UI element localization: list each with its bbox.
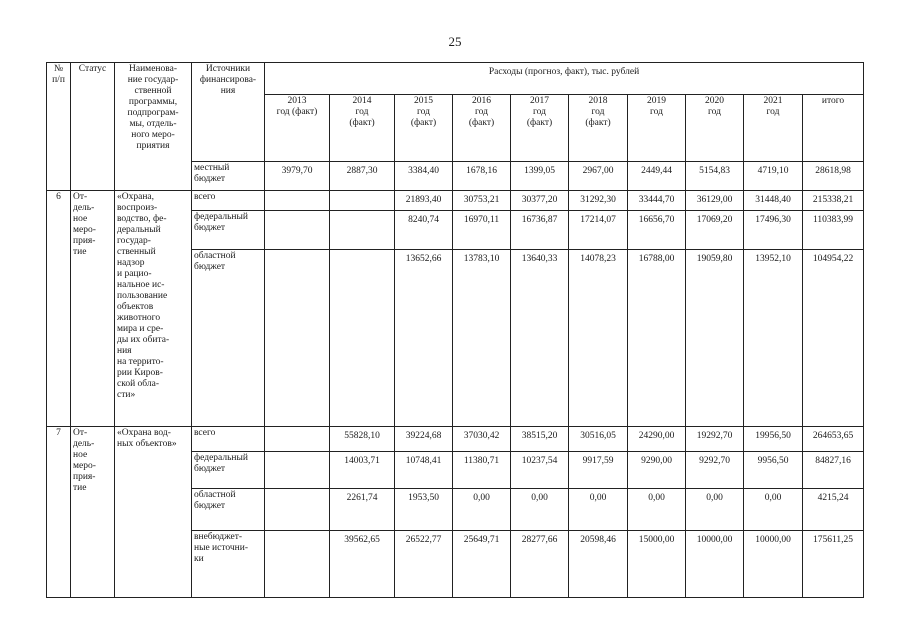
year-header-2020: 2020 год	[686, 95, 744, 162]
value-cell: 21893,40	[395, 191, 453, 211]
page-number: 25	[448, 34, 462, 49]
value-cell	[265, 531, 330, 598]
value-cell: 10000,00	[744, 531, 803, 598]
value-cell: 26522,77	[395, 531, 453, 598]
col-header-number: № п/п	[47, 63, 71, 191]
table-row	[47, 427, 864, 452]
value-cell: 39562,65	[330, 531, 395, 598]
value-cell: 19059,80	[686, 250, 744, 427]
budget-table	[46, 62, 864, 598]
value-cell: 16736,87	[511, 211, 569, 250]
value-cell: 28618,98	[803, 162, 864, 191]
year-header-2019: 2019 год	[628, 95, 686, 162]
value-cell: 104954,22	[803, 250, 864, 427]
year-header-2017: 2017 год (факт)	[511, 95, 569, 162]
value-cell: 38515,20	[511, 427, 569, 452]
value-cell: 0,00	[628, 489, 686, 531]
value-cell: 215338,21	[803, 191, 864, 211]
year-header-2016: 2016 год (факт)	[453, 95, 511, 162]
value-cell: 0,00	[744, 489, 803, 531]
value-cell: 13652,66	[395, 250, 453, 427]
value-cell: 16970,11	[453, 211, 511, 250]
value-cell: 17214,07	[569, 211, 628, 250]
value-cell: 8240,74	[395, 211, 453, 250]
value-cell	[330, 191, 395, 211]
value-cell: 110383,99	[803, 211, 864, 250]
value-cell: 84827,16	[803, 452, 864, 489]
source-cell: местный бюджет	[192, 162, 265, 191]
value-cell: 4719,10	[744, 162, 803, 191]
value-cell: 19956,50	[744, 427, 803, 452]
value-cell: 30753,21	[453, 191, 511, 211]
value-cell: 17069,20	[686, 211, 744, 250]
value-cell: 9917,59	[569, 452, 628, 489]
value-cell	[330, 250, 395, 427]
value-cell: 3979,70	[265, 162, 330, 191]
value-cell: 25649,71	[453, 531, 511, 598]
value-cell: 14003,71	[330, 452, 395, 489]
value-cell: 31292,30	[569, 191, 628, 211]
value-cell: 37030,42	[453, 427, 511, 452]
source-cell: всего	[192, 191, 265, 211]
col-header-expenses: Расходы (прогноз, факт), тыс. рублей	[265, 63, 864, 95]
header-row-top	[47, 63, 864, 95]
value-cell: 31448,40	[744, 191, 803, 211]
year-header-2013: 2013 год (факт)	[265, 95, 330, 162]
value-cell: 0,00	[511, 489, 569, 531]
value-cell: 9956,50	[744, 452, 803, 489]
col-header-source: Источники финансирова- ния	[192, 63, 265, 162]
value-cell	[265, 452, 330, 489]
value-cell: 13952,10	[744, 250, 803, 427]
value-cell: 16788,00	[628, 250, 686, 427]
number-cell: 6	[47, 191, 71, 427]
value-cell: 1399,05	[511, 162, 569, 191]
year-header-2021: 2021 год	[744, 95, 803, 162]
value-cell: 2967,00	[569, 162, 628, 191]
status-cell: От- дель- ное меро- прия- тие	[71, 191, 115, 427]
col-header-status: Статус	[71, 63, 115, 191]
year-header-total: итого	[803, 95, 864, 162]
value-cell: 16656,70	[628, 211, 686, 250]
value-cell	[265, 191, 330, 211]
value-cell: 36129,00	[686, 191, 744, 211]
value-cell	[265, 211, 330, 250]
value-cell: 0,00	[686, 489, 744, 531]
value-cell: 33444,70	[628, 191, 686, 211]
value-cell: 175611,25	[803, 531, 864, 598]
value-cell: 264653,65	[803, 427, 864, 452]
value-cell	[265, 489, 330, 531]
value-cell: 14078,23	[569, 250, 628, 427]
source-cell: внебюджет- ные источни- ки	[192, 531, 265, 598]
value-cell: 9290,00	[628, 452, 686, 489]
year-header-2014: 2014 год (факт)	[330, 95, 395, 162]
value-cell: 10237,54	[511, 452, 569, 489]
number-cell: 7	[47, 427, 71, 598]
value-cell: 19292,70	[686, 427, 744, 452]
value-cell: 10748,41	[395, 452, 453, 489]
source-cell: областной бюджет	[192, 489, 265, 531]
value-cell: 2261,74	[330, 489, 395, 531]
value-cell: 30516,05	[569, 427, 628, 452]
value-cell: 39224,68	[395, 427, 453, 452]
table-row	[47, 191, 864, 211]
value-cell: 28277,66	[511, 531, 569, 598]
value-cell: 2887,30	[330, 162, 395, 191]
program-name-cell: «Охрана вод- ных объектов»	[115, 427, 192, 598]
value-cell: 2449,44	[628, 162, 686, 191]
value-cell: 15000,00	[628, 531, 686, 598]
value-cell: 5154,83	[686, 162, 744, 191]
value-cell: 17496,30	[744, 211, 803, 250]
source-cell: всего	[192, 427, 265, 452]
value-cell: 11380,71	[453, 452, 511, 489]
value-cell	[265, 250, 330, 427]
value-cell: 4215,24	[803, 489, 864, 531]
status-cell: От- дель- ное меро- прия- тие	[71, 427, 115, 598]
value-cell	[330, 211, 395, 250]
value-cell: 30377,20	[511, 191, 569, 211]
value-cell: 9292,70	[686, 452, 744, 489]
value-cell: 13783,10	[453, 250, 511, 427]
value-cell: 0,00	[569, 489, 628, 531]
year-header-2018: 2018 год (факт)	[569, 95, 628, 162]
source-cell: федеральный бюджет	[192, 452, 265, 489]
value-cell: 13640,33	[511, 250, 569, 427]
value-cell: 24290,00	[628, 427, 686, 452]
value-cell: 0,00	[453, 489, 511, 531]
year-header-2015: 2015 год (факт)	[395, 95, 453, 162]
value-cell: 20598,46	[569, 531, 628, 598]
source-cell: федеральный бюджет	[192, 211, 265, 250]
value-cell: 3384,40	[395, 162, 453, 191]
program-name-cell: «Охрана, воспроиз- водство, фе- деральный государ- ственный надзор и рацио- нальное ис- пользование объектов животного мира и сре- ды их обита- ния на террито- рии Киров- ской обла- сти»	[115, 191, 192, 427]
source-cell: областной бюджет	[192, 250, 265, 427]
value-cell: 10000,00	[686, 531, 744, 598]
value-cell: 1953,50	[395, 489, 453, 531]
value-cell: 55828,10	[330, 427, 395, 452]
value-cell: 1678,16	[453, 162, 511, 191]
value-cell	[265, 427, 330, 452]
col-header-name: Наименова- ние государ- ственной программы, подпрограм- мы, отдель- ного меро- приятия	[115, 63, 192, 191]
